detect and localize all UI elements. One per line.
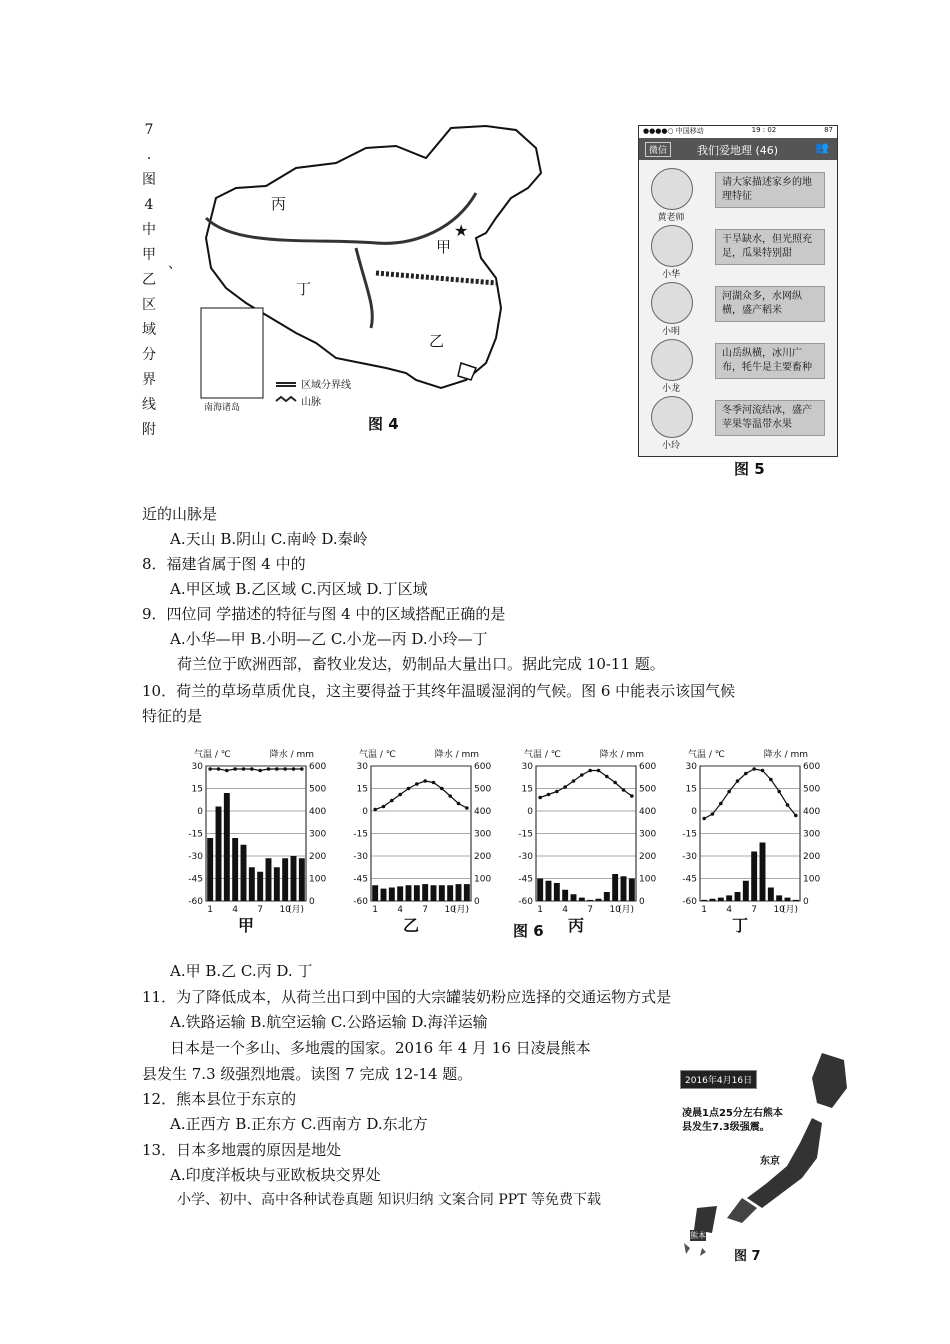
tokyo-label: 东京 [760, 1152, 780, 1167]
precip-bar [389, 888, 395, 902]
temp-point [605, 775, 609, 779]
precip-bar [760, 843, 766, 902]
q7-continuation: 近的山脉是 [142, 505, 218, 523]
precip-tick-label: 400 [309, 807, 327, 817]
month-tick-label: 7 [257, 905, 264, 915]
q10-question-b: 特征的是 [142, 707, 203, 725]
chat-message: 冬季河流结冰，盛产苹果等温带水果 [715, 400, 825, 436]
precip-tick-label: 300 [309, 829, 327, 840]
precip-bar [232, 838, 238, 901]
precip-bar [224, 793, 230, 901]
temp-tick-label: -60 [188, 897, 203, 907]
avatar[interactable] [651, 168, 693, 210]
q10-options: A.甲 B.乙 C.丙 D. 丁 [170, 962, 313, 980]
precip-bar [464, 884, 470, 901]
q7-vertical-char: . [146, 147, 152, 163]
avatar[interactable] [651, 225, 693, 267]
precip-bar [793, 900, 799, 901]
temp-point [225, 769, 229, 773]
temp-point [373, 808, 377, 812]
temp-point [794, 814, 798, 818]
precip-tick-label: 600 [639, 762, 657, 772]
month-tick-label: 1 [701, 905, 708, 915]
precip-tick-label: 600 [803, 762, 821, 772]
temp-tick-label: 30 [521, 762, 533, 772]
month-tick-label: 1 [207, 905, 214, 915]
temp-point [555, 790, 559, 794]
precip-bar [735, 892, 741, 901]
chat-message: 请大家描述家乡的地理特征 [715, 172, 825, 208]
chat-message: 干旱缺水，但光照充足，瓜果特别甜 [715, 229, 825, 265]
precip-tick-label: 0 [474, 897, 480, 907]
inset-label: 南海诸岛 [204, 403, 241, 413]
precip-bar [587, 900, 593, 901]
temp-tick-label: 0 [362, 807, 368, 817]
q11-question: 11．为了降低成本，从荷兰出口到中国的大宗罐装奶粉应选择的交通运物方式是 [142, 988, 672, 1006]
month-tick-label: 4 [397, 905, 404, 915]
precip-bar [266, 858, 272, 901]
temp-tick-label: 30 [191, 762, 203, 772]
precip-tick-label: 100 [639, 874, 657, 885]
precip-bar [397, 886, 403, 901]
temp-point [457, 802, 461, 806]
temp-point [588, 769, 592, 773]
back-button[interactable]: 微信 [645, 142, 671, 157]
temp-tick-label: -15 [682, 829, 697, 840]
temp-tick-label: 15 [685, 784, 697, 795]
temp-point [407, 787, 411, 791]
precip-bar [571, 894, 577, 901]
legend-mountain: 山脉 [301, 397, 321, 408]
chat-sender-name: 小明 [661, 327, 680, 337]
q7-vertical-char: 4 [144, 197, 154, 213]
precip-bar [381, 889, 387, 901]
month-tick-label: 1 [372, 905, 379, 915]
precip-bar [291, 856, 297, 901]
precip-bar [579, 898, 585, 901]
precip-tick-label: 200 [803, 852, 821, 862]
q7-vertical-char: 中 [142, 222, 156, 238]
region-ding: 丁 [296, 280, 312, 298]
precip-bar [546, 881, 552, 901]
precip-bar [431, 885, 437, 901]
q11-options: A.铁路运输 B.航空运输 C.公路运输 D.海洋运输 [170, 1013, 488, 1031]
temp-point [208, 767, 212, 771]
temp-tick-label: -30 [188, 852, 203, 862]
temp-point [382, 805, 386, 809]
temp-point [702, 817, 706, 821]
precip-bar [562, 890, 568, 901]
temp-point [719, 802, 723, 806]
axis-precip-label: 降水 / mm [763, 750, 808, 760]
axis-precip-label: 降水 / mm [599, 750, 644, 760]
figure-4 [196, 118, 556, 438]
precip-tick-label: 500 [803, 784, 821, 795]
fig7-label: 图 7 [734, 1249, 761, 1264]
q7-vertical-char: 7 [144, 122, 154, 138]
month-tick-label: 4 [562, 905, 569, 915]
chart-name-label: 丙 [567, 916, 585, 935]
kumamoto-label: 熊本 [690, 1231, 706, 1240]
month-tick-label: 10 [279, 905, 291, 915]
temp-point [613, 781, 617, 785]
temp-point [563, 785, 567, 789]
precip-tick-label: 300 [474, 829, 492, 840]
precip-bar [241, 845, 247, 901]
status-time: 19 : 02 [751, 126, 777, 134]
precip-tick-label: 500 [474, 784, 492, 795]
avatar[interactable] [651, 396, 693, 438]
precip-bar [612, 874, 618, 901]
q13-question: 13．日本多地震的原因是地处 [142, 1141, 342, 1159]
precip-bar [422, 884, 428, 901]
temp-point [597, 769, 601, 773]
chat-list [639, 160, 837, 452]
chat-header [639, 138, 837, 160]
temp-tick-label: -45 [518, 874, 533, 885]
precip-tick-label: 200 [309, 852, 327, 862]
temp-point [547, 793, 551, 797]
temp-point [572, 779, 576, 783]
temp-tick-label: 30 [685, 762, 697, 772]
legend-boundary: 区域分界线 [301, 380, 351, 391]
fig4-label: 图 4 [368, 415, 399, 433]
temp-point [711, 812, 715, 816]
temp-tick-label: 15 [521, 784, 533, 795]
temp-point [423, 779, 427, 783]
q7-vertical-char: 区 [142, 297, 156, 313]
temp-point [580, 773, 584, 777]
month-unit-label: (月) [781, 905, 799, 915]
precip-bar [751, 852, 757, 902]
precip-tick-label: 200 [639, 852, 657, 862]
precip-bar [372, 885, 378, 901]
precip-tick-label: 200 [474, 852, 492, 862]
chat-title: 我们爱地理 (46) [697, 144, 779, 157]
precip-bar [629, 879, 635, 902]
precip-bar [537, 879, 543, 902]
temp-point [727, 790, 731, 794]
figure-7 [672, 1048, 852, 1270]
temp-point [761, 769, 765, 773]
temp-point [786, 803, 790, 807]
temp-tick-label: -45 [188, 874, 203, 885]
avatar[interactable] [651, 282, 693, 324]
temp-point [242, 767, 246, 771]
temp-tick-label: -45 [682, 874, 697, 885]
precip-bar [710, 899, 716, 901]
temp-point [440, 787, 444, 791]
precip-bar [414, 885, 420, 901]
q7-vertical-char: 域 [142, 322, 156, 338]
precip-bar [785, 898, 791, 901]
precip-bar [257, 872, 263, 901]
axis-precip-label: 降水 / mm [269, 750, 314, 760]
temp-tick-label: -60 [518, 897, 533, 907]
fig5-label: 图 5 [734, 460, 765, 478]
phone-status-bar [639, 126, 837, 138]
q9-options: A.小华—甲 B.小明—乙 C.小龙—丙 D.小玲—丁 [170, 630, 488, 648]
q7-vertical-char: 附 [142, 422, 156, 438]
q7-options: A.天山 B.阴山 C.南岭 D.秦岭 [170, 530, 368, 548]
region-yi: 乙 [429, 332, 445, 350]
temp-point [465, 806, 469, 810]
temp-tick-label: -60 [353, 897, 368, 907]
temp-point [267, 767, 271, 771]
quake-note-a: 凌晨1点25分左右熊本 [682, 1108, 783, 1119]
precip-bar [207, 838, 213, 901]
status-battery: 87 [824, 126, 833, 134]
month-tick-label: 1 [537, 905, 544, 915]
precip-tick-label: 400 [474, 807, 492, 817]
group-members-icon[interactable]: 👥 [815, 141, 829, 154]
axis-temp-label: 气温 / ℃ [688, 750, 725, 760]
date-box: 2016年4月16日 [680, 1070, 757, 1089]
month-unit-label: (月) [617, 905, 635, 915]
temp-point [258, 769, 262, 773]
precip-tick-label: 300 [803, 829, 821, 840]
q7-vertical-char: 甲 [142, 247, 156, 263]
month-tick-label: 4 [726, 905, 733, 915]
month-tick-label: 4 [232, 905, 239, 915]
precip-bar [743, 881, 749, 901]
intro-japan-a: 日本是一个多山、多地震的国家。2016 年 4 月 16 日凌晨熊本 [170, 1039, 591, 1057]
axis-precip-label: 降水 / mm [434, 750, 479, 760]
precip-tick-label: 100 [309, 874, 327, 885]
precip-tick-label: 100 [803, 874, 821, 885]
precip-bar [299, 858, 305, 901]
temp-point [300, 767, 304, 771]
month-tick-label: 10 [444, 905, 456, 915]
q10-question-a: 10．荷兰的草场草质优良，这主要得益于其终年温暖湿润的气候。图 6 中能表示该国气候 [142, 682, 736, 700]
temp-point [769, 778, 773, 782]
quake-note-b: 县发生7.3级强震。 [682, 1122, 770, 1133]
precip-tick-label: 0 [803, 897, 809, 907]
precip-bar [718, 898, 724, 901]
q12-options: A.正西方 B.正东方 C.西南方 D.东北方 [170, 1115, 428, 1133]
chat-message: 山岳纵横，冰川广布，牦牛是主要畜种 [715, 343, 825, 379]
temp-line [540, 771, 632, 798]
temp-point [622, 788, 626, 792]
figure-5 [638, 125, 838, 457]
chat-sender-name: 小玲 [661, 441, 680, 451]
temp-point [752, 767, 756, 771]
month-tick-label: 10 [609, 905, 621, 915]
chat-sender-name: 小华 [661, 270, 680, 280]
precip-bar [604, 892, 610, 901]
temp-line [375, 781, 467, 810]
precip-tick-label: 300 [639, 829, 657, 840]
temp-tick-label: 15 [191, 784, 203, 795]
axis-temp-label: 气温 / ℃ [524, 750, 561, 760]
temp-point [292, 767, 296, 771]
month-tick-label: 7 [751, 905, 758, 915]
month-unit-label: (月) [452, 905, 470, 915]
temp-point [250, 767, 254, 771]
precip-bar [406, 885, 412, 901]
q7-vertical-text [142, 118, 156, 443]
precip-bar [447, 885, 453, 901]
temp-point [275, 767, 279, 771]
temp-point [217, 767, 221, 771]
precip-bar [768, 888, 774, 902]
chat-message: 河湖众多，水网纵横，盛产稻米 [715, 286, 825, 322]
temp-point [448, 794, 452, 798]
precip-tick-label: 500 [309, 784, 327, 795]
q7-vertical-char: 乙 [142, 272, 156, 288]
precip-bar [216, 807, 222, 902]
temp-tick-label: 30 [356, 762, 368, 772]
temp-tick-label: -15 [518, 829, 533, 840]
chat-sender-name: 小龙 [661, 384, 680, 394]
q7-mark: 、 [168, 256, 182, 272]
precip-tick-label: 400 [639, 807, 657, 817]
q7-vertical-char: 线 [142, 397, 156, 413]
month-tick-label: 7 [422, 905, 429, 915]
precip-bar [726, 895, 732, 901]
temp-point [538, 796, 542, 800]
temp-tick-label: -30 [682, 852, 697, 862]
region-bing: 丙 [271, 195, 287, 213]
temp-tick-label: -30 [518, 852, 533, 862]
precip-tick-label: 100 [474, 874, 492, 885]
temp-tick-label: 0 [197, 807, 203, 817]
precip-tick-label: 0 [309, 897, 315, 907]
temp-tick-label: 0 [527, 807, 533, 817]
precip-bar [621, 876, 627, 901]
intro-japan-b: 县发生 7.3 级强烈地震。读图 7 完成 12-14 题。 [142, 1065, 473, 1083]
precip-bar [554, 883, 560, 901]
q9-question: 9．四位同 学描述的特征与图 4 中的区域搭配正确的是 [142, 605, 506, 623]
temp-point [390, 799, 394, 803]
footer-text: 小学、初中、高中各种试卷真题 知识归纳 文案合同 PPT 等免费下载 [177, 1192, 601, 1208]
temp-tick-label: -15 [188, 829, 203, 840]
precip-tick-label: 400 [803, 807, 821, 817]
temp-point [744, 772, 748, 776]
q7-vertical-char: 图 [142, 172, 156, 188]
precip-bar [282, 858, 288, 901]
q7-vertical-char: 分 [142, 347, 156, 363]
q12-question: 12．熊本县位于东京的 [142, 1090, 297, 1108]
temp-tick-label: -60 [682, 897, 697, 907]
q8-options: A.甲区域 B.乙区域 C.丙区域 D.丁区域 [170, 580, 428, 598]
precip-bar [776, 895, 782, 901]
temp-line [210, 769, 302, 771]
fig6-label: 图 6 [513, 922, 544, 940]
temp-tick-label: 15 [356, 784, 368, 795]
temp-point [736, 779, 740, 783]
temp-point [630, 794, 634, 798]
precip-bar [439, 885, 445, 901]
precip-bar [701, 900, 707, 901]
precip-bar [249, 867, 255, 901]
temp-point [415, 782, 419, 786]
chat-sender-name: 黄老师 [657, 213, 685, 223]
temp-point [432, 781, 436, 785]
precip-bar [274, 867, 280, 901]
temp-point [233, 767, 237, 771]
figure-6 [178, 742, 848, 947]
month-tick-label: 10 [773, 905, 785, 915]
climate-charts [178, 742, 848, 947]
month-unit-label: (月) [287, 905, 305, 915]
temp-tick-label: -45 [353, 874, 368, 885]
precip-tick-label: 500 [639, 784, 657, 795]
temp-point [283, 767, 287, 771]
q8-question: 8．福建省属于图 4 中的 [142, 555, 306, 573]
chart-name-label: 甲 [237, 916, 255, 935]
svg-text:★: ★ [454, 221, 469, 240]
chart-name-label: 乙 [402, 916, 420, 935]
month-tick-label: 7 [587, 905, 594, 915]
precip-bar [596, 899, 602, 901]
temp-tick-label: -15 [353, 829, 368, 840]
china-map [196, 118, 556, 438]
temp-point [777, 790, 781, 794]
chart-name-label: 丁 [731, 916, 749, 935]
axis-temp-label: 气温 / ℃ [194, 750, 231, 760]
q13-option-a: A.印度洋板块与亚欧板块交界处 [170, 1166, 381, 1184]
q7-vertical-char: 界 [142, 372, 156, 388]
region-jia: 甲 [436, 238, 452, 256]
precip-tick-label: 0 [639, 897, 645, 907]
status-carrier: ●●●●○ 中国移动 [643, 127, 704, 135]
precip-tick-label: 600 [474, 762, 492, 772]
precip-tick-label: 600 [309, 762, 327, 772]
temp-point [398, 793, 402, 797]
temp-tick-label: 0 [691, 807, 697, 817]
temp-tick-label: -30 [353, 852, 368, 862]
axis-temp-label: 气温 / ℃ [359, 750, 396, 760]
avatar[interactable] [651, 339, 693, 381]
precip-bar [456, 884, 462, 901]
intro-netherlands: 荷兰位于欧洲西部，畜牧业发达，奶制品大量出口。据此完成 10-11 题。 [177, 655, 665, 673]
